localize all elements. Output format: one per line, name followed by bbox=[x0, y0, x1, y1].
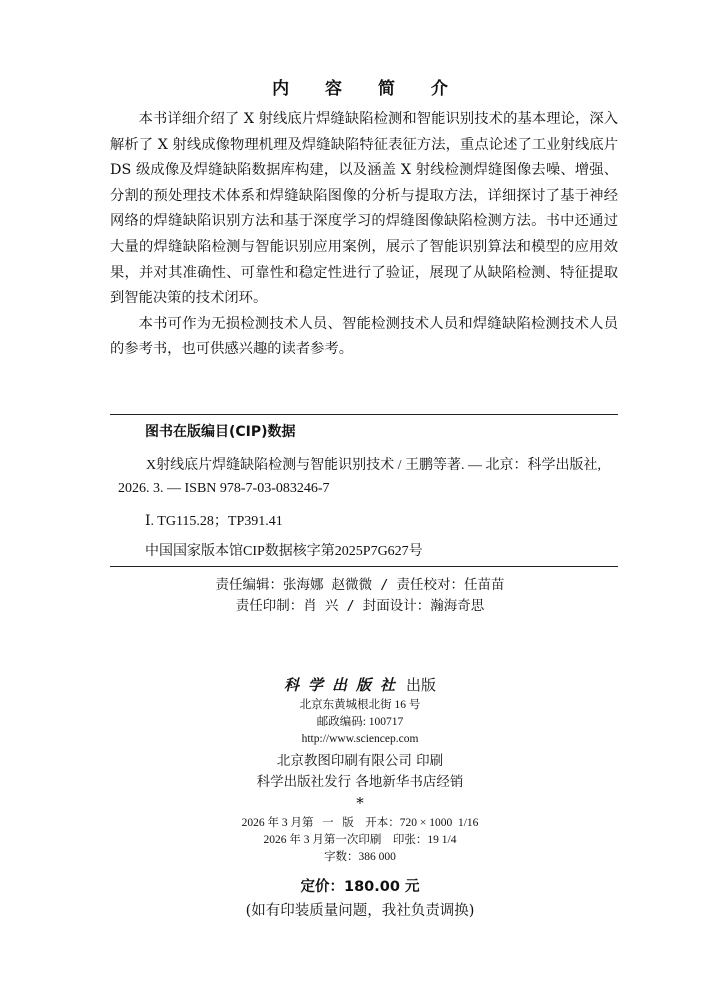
intro-title: 内 容 简 介 bbox=[272, 79, 463, 99]
publisher-contact bbox=[0, 697, 720, 748]
edition-line-1: 2026 年 3 月第 一 版 开本：720 × 1000 1/16 bbox=[241, 817, 479, 829]
intro-paragraph-1: 本书详细介绍了 X 射线底片焊缝缺陷检测和智能识别技术的基本理论，深入解析了 X 射线成像物理机理及焊缝缺陷特征表征方法，重点论述了工业射线底片 DS 级成像及焊缝缺陷数据库构建，以及涵盖 X 射线检测焊缝图像去噪、增强、分割的预处理技术体系和焊缝缺陷图像的分析与提取方法，详细探讨了基于神经网络的焊缝缺陷识别方法和基于深度学习的焊缝图像缺陷检测方法。书中还通过大量的焊缝缺陷检测与智能识别应用案例，展示了智能识别算法和模型的应用效果，并对其准确性、可靠性和稳定性进行了验证，展现了从缺陷检测、特征提取到智能决策的技术闭环。 bbox=[110, 111, 618, 307]
cip-record-number: 中国国家版本馆CIP数据核字第2025P7G627号 bbox=[145, 544, 423, 559]
cip-bottom-divider bbox=[110, 566, 618, 567]
distribution-line: 科学出版社发行 各地新华书店经销 bbox=[256, 774, 464, 790]
quality-notice: (如有印装质量问题，我社负责调换) bbox=[245, 903, 475, 919]
price: 定价：180.00 元 bbox=[300, 879, 420, 895]
intro-paragraph-2: 本书可作为无损检测技术人员、智能检测技术人员和焊缝缺陷检测技术人员的参考书，也可供感兴趣的读者参考。 bbox=[110, 315, 618, 358]
publisher-line bbox=[0, 674, 720, 695]
credits bbox=[0, 575, 720, 617]
edition-line-2: 2026 年 3 月第一次印刷 印张：19 1/4 bbox=[263, 834, 457, 846]
credits-production: 责任印制：肖 兴 / 封面设计：瀚海奇思 bbox=[235, 598, 485, 614]
cip-classification: Ⅰ. TG115.28；TP391.41 bbox=[145, 514, 283, 529]
print-distribution bbox=[0, 751, 720, 793]
credits-editors: 责任编辑：张海娜 赵微微 / 责任校对：任苗苗 bbox=[215, 577, 505, 593]
publisher-postcode: 邮政编码: 100717 bbox=[316, 716, 404, 728]
edition-info bbox=[0, 815, 720, 866]
separator-star: * bbox=[356, 794, 364, 812]
publisher-address: 北京东黄城根北街 16 号 bbox=[299, 699, 421, 711]
cip-top-divider bbox=[110, 414, 618, 415]
publisher-suffix: 出版 bbox=[406, 676, 437, 694]
publisher-website: http://www.sciencep.com bbox=[301, 733, 419, 745]
intro-section bbox=[110, 107, 618, 363]
publisher-logo: 科学出版社 bbox=[283, 676, 404, 694]
cip-bibliographic-entry bbox=[118, 454, 614, 500]
cip-bibliographic-text: X射线底片焊缝缺陷检测与智能识别技术 / 王鹏等著. — 北京：科学出版社, 2026. 3. — ISBN 978-7-03-083246-7 bbox=[118, 458, 601, 496]
printer-line: 北京教图印刷有限公司 印刷 bbox=[276, 753, 444, 769]
word-count: 字数：386 000 bbox=[324, 851, 396, 863]
cip-heading: 图书在版编目(CIP)数据 bbox=[145, 424, 296, 440]
